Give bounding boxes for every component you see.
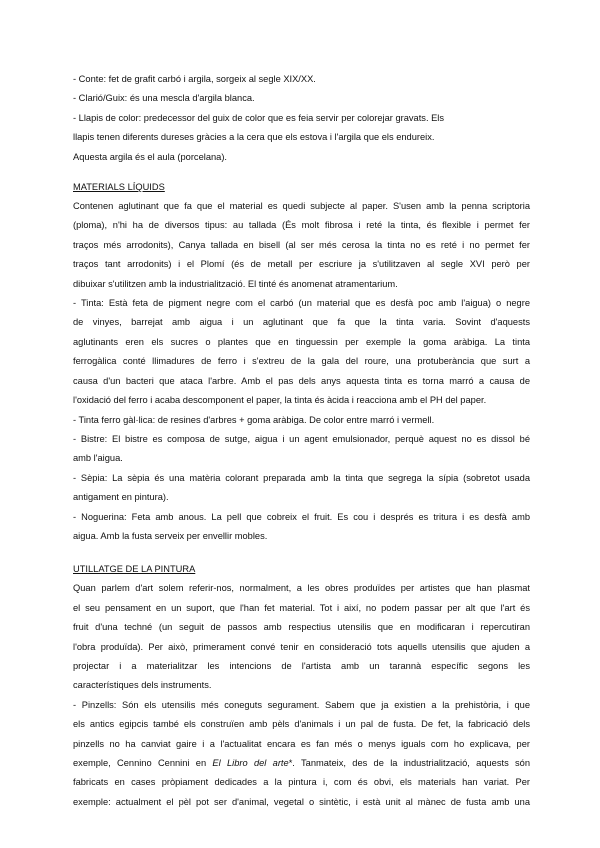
section-materials-liquids <box>73 178 530 546</box>
text-line: - Noguerina: Feta amb anous. La pell que cobreix el fruit. Es cou i després es tritura i es desfà amb <box>73 511 530 522</box>
text-line: els antics egipcis també els construïen amb pèls d'animals i un pal de fusta. De fet, la fabricació dels <box>73 719 530 730</box>
text-line: - Tinta ferro gàl·lica: de resines d'arbres + goma aràbiga. De color entre marró i vermell. <box>73 414 435 425</box>
book-title: El Libro del arte <box>212 758 289 768</box>
text-line: llapis tenen diferents dureses gràcies a la cera que els estova i l'argila que els endureix. <box>73 132 435 143</box>
text-line: aglutinants eren els sucres o plantes que en tinguessin per exemple la goma aràbiga. La tinta <box>73 336 530 347</box>
text-line-with-reference <box>73 754 530 773</box>
text-line: - Bistre: El bistre es composa de sutge, aigua i un agent emulsionador, perquè aquest no es dissol bé <box>73 433 530 444</box>
section-utillatge-pintura <box>73 560 530 812</box>
text-line: pinzells no ha canviat gaire i a l'actualitat encara es fan més o menys iguals com ho explicava, per <box>73 738 530 749</box>
text-line: de vinyes, barrejat amb aigua i un aglutinant que fa que la tinta varia. Sovint d'aquests <box>73 317 530 328</box>
text-line: projectar i a materialitzar les intencions de l'artista amb un tarannà específic segons les <box>73 660 530 671</box>
text-line: característiques dels instruments. <box>73 680 212 691</box>
text-line: Contenen aglutinant que fa que el material es quedi subjecte al paper. S'usen amb la penna scriptoria <box>73 201 530 212</box>
text-line: l'oxidació del ferro i acaba descomponent el paper, la tinta és àcida i reacciona amb el PH del paper. <box>73 395 487 406</box>
text-line: amb l'aigua. <box>73 453 123 464</box>
text-line: l'obra produïda). Per això, primerament convé tenir en consideració tots aquells utensilis que ajuden a <box>73 641 530 652</box>
text-line: traços tant arrodonits) i el Plomí (és de metall per escriure ja s'utilitzaven al segle XVI però per <box>73 259 530 270</box>
text-line: exemple: actualment el pèl pot ser d'animal, vegetal o sintètic, i està unit al mànec de fusta amb una <box>73 796 530 807</box>
text-line: dibuixar s'utilitzen amb la industrialització. El tinté és anomenat atramentarium. <box>73 278 398 289</box>
text-line: Quan parlem d'art solem referir-nos, normalment, a les obres produïdes per artistes que han plasmat <box>73 583 530 594</box>
list-item: - Llapis de color: predecessor del guix de color que es feia servir per colorejar gravats. Els <box>73 112 445 123</box>
text-line: (ploma), n'hi ha de diversos tipus: au tallada (És molt fibrosa i reté la tinta, és flexible i permet fer <box>73 220 530 231</box>
text-line: - Pinzells: Són els utensilis més coneguts segurament. Sabem que ja existien a la prehistòria, i que <box>73 699 530 710</box>
text-line: - Sèpia: La sèpia és una matèria colorant preparada amb la tinta que segrega la sípia (sobretot usada <box>73 472 530 483</box>
document-body <box>73 70 530 812</box>
text-line: Aquesta argila és el aula (porcelana). <box>73 151 228 162</box>
ref-text-before: exemple, Cennino Cennini en <box>73 758 213 768</box>
text-line: antigament en pintura). <box>73 492 169 503</box>
section-heading: MATERIALS LÍQUIDS <box>73 182 165 193</box>
text-line: ferrogàlica conté llimadures de ferro i s'extreu de la gala del roure, una protuberància que surt a <box>73 356 530 367</box>
text-line: aigua. Amb la fusta serveix per envellir mobles. <box>73 530 268 541</box>
list-item: - Conte: fet de grafit carbó i argila, sorgeix al segle XIX/XX. <box>73 74 316 84</box>
list-item: - Clarió/Guix: és una mescla d'argila blanca. <box>73 93 255 104</box>
text-line: el seu pensament en un suport, que l'han fet material. Tot i així, no podem passar per alt que l'art és <box>73 602 530 613</box>
text-line: - Tinta: Està feta de pigment negre com el carbó (un material que es desfà poc amb l'aigua) o negre <box>73 298 530 309</box>
text-line: causa d'un bacteri que ataca l'arbre. Amb el pas dels anys aquesta tinta es torna marró a causa de <box>73 375 530 386</box>
text-line: traços més arrodonits), Canya tallada en bisell (al ser més cerosa la tinta no es reté i no permet fer <box>73 239 530 250</box>
intro-block <box>73 70 530 167</box>
text-line: fabricats en cases pròpiament dedicades a la pintura i, com és obvi, els materials han variat. Per <box>73 777 530 788</box>
section-heading: UTILLATGE DE LA PINTURA <box>73 564 196 575</box>
ref-text-after: *. Tanmateix, des de la industrialització, aquests són <box>288 758 531 768</box>
text-line: fruit d'una techné (un seguit de passos amb respectius utensilis que en modificaran i repercutiran <box>73 622 530 633</box>
